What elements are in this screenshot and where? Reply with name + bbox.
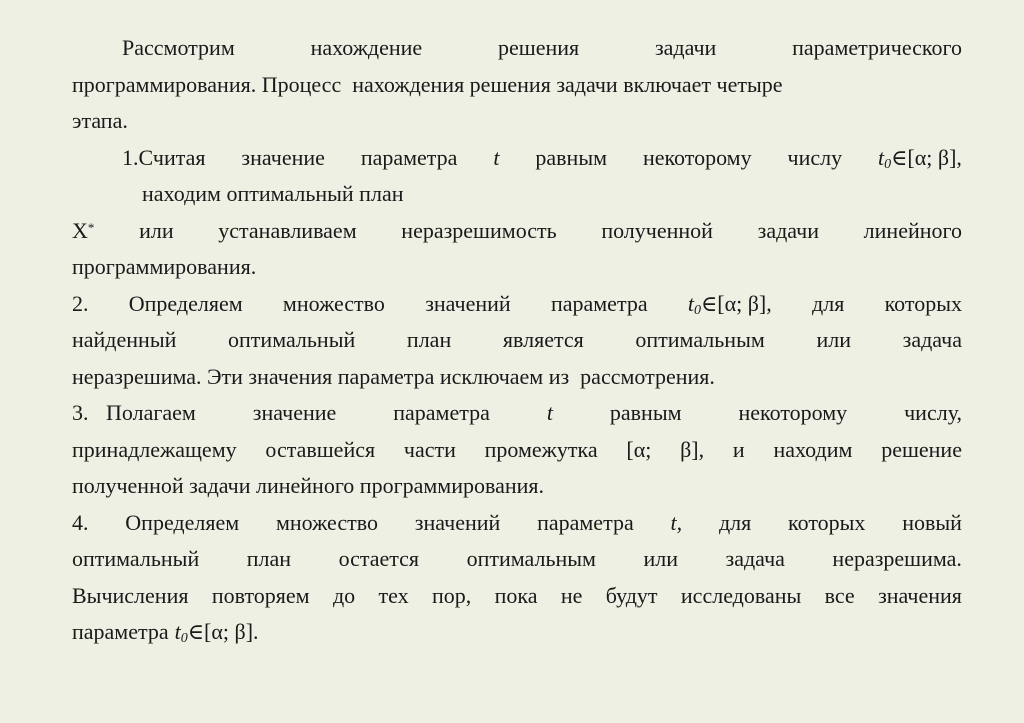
word: для [812,290,845,316]
param-t0: t [878,144,885,170]
intro-line-1 [72,30,962,67]
word: план [406,327,452,352]
word: задачи [654,35,717,60]
word: оставшейся [265,436,376,462]
word: новый [902,509,962,535]
word: задача [725,546,785,571]
word: которых [788,509,866,535]
list-number: 3. [72,400,89,425]
text-line: полученной задачи линейного программирования. [72,473,545,498]
word: задачи [757,217,819,243]
step1-line-2 [72,176,962,213]
step1-line-1 [72,140,962,177]
word: параметра [393,400,490,425]
step4-line-3 [72,578,962,615]
interval: ∈[α; β], [700,290,772,316]
word: [α; [626,436,652,462]
step3-line-2 [72,432,962,469]
list-number: 4. [72,509,89,535]
word: найденный [72,327,177,352]
word: неразрешима. [832,546,962,571]
word: или [816,327,851,352]
word: оптимальный [72,546,200,571]
x-star [72,213,94,250]
param-t0: t [174,619,181,644]
word: Определяем [128,290,243,316]
word: числу [787,144,843,170]
word: Вычисления [72,582,189,608]
word: параметра [537,509,634,535]
document-body [72,30,962,651]
word: промежутка [484,436,598,462]
word: множество [282,290,385,316]
word: параметра [550,290,648,316]
subscript [181,631,188,646]
text-line: программирования. Процесс нахождения решения задачи включает четыре [72,71,783,97]
t0-interval [688,286,772,323]
subscript [884,157,891,172]
word: значений [414,509,501,535]
step3-line-3 [72,468,962,505]
step1-line-4 [72,249,962,286]
list-number: 2. [72,290,89,316]
word: до [332,582,356,608]
word: остается [338,546,420,571]
word: все [824,582,855,608]
step4-line-4 [72,614,962,651]
star-superscript: * [87,219,95,235]
word: которых [884,290,962,316]
word: Считая [138,144,206,170]
intro-line-3 [72,103,962,140]
word: не [560,582,583,608]
word: исследованы [680,582,802,608]
t0-interval [175,614,259,651]
list-number: 1. [122,144,139,170]
subscript-zero: 0 [180,631,188,646]
step1-number-and-word [122,140,206,177]
text-line: этапа. [72,108,128,133]
word: Определяем [125,509,240,535]
word: параметрического [792,35,962,60]
word: задача [902,327,962,352]
word: и [732,436,745,462]
word: части [403,436,456,462]
step1-line-3 [72,213,962,250]
step2-line-2 [72,322,962,359]
word: множество [275,509,378,535]
param-t: t [546,400,553,425]
word: неразрешимость [401,217,557,243]
text-line: находим оптимальный план [142,181,404,206]
word: некоторому [642,144,752,170]
word: Рассмотрим [122,35,235,60]
step3-line-1 [72,395,962,432]
word: значение [252,400,337,425]
word: нахождение [310,35,423,60]
word: принадлежащему [72,436,237,462]
word: план [246,546,292,571]
subscript-zero: 0 [884,156,892,172]
word: пор, [431,582,472,608]
word: для [718,509,752,535]
word: оптимальным [635,327,765,352]
step4-line-2 [72,541,962,578]
interval: ∈[α; β], [891,144,962,170]
param-t: t [493,144,500,170]
word: равным [535,144,608,170]
x-symbol: X [72,217,88,243]
word: β], [680,436,705,462]
step2-line-1 [72,286,962,323]
text-line: неразрешима. Эти значения параметра исключаем из рассмотрения. [72,363,715,389]
word: параметра [360,144,458,170]
step2-line-3 [72,359,962,396]
interval: ∈[α; β]. [187,619,259,644]
word: устанавливаем [218,217,357,243]
word: линейного [863,217,962,243]
word: решение [881,436,962,462]
word: параметра [72,619,169,644]
step3-number-and-word [72,395,196,432]
word: оптимальным [466,546,596,571]
word: или [139,217,174,243]
step4-line-1 [72,505,962,542]
word: оптимальный [228,327,356,352]
intro-line-2 [72,67,962,104]
subscript [694,303,701,318]
param-t: t, [670,509,683,535]
word: решения [498,35,580,60]
word: значение [241,144,325,170]
text-line: программирования. [72,254,257,279]
word: Полагаем [106,400,196,425]
word: повторяем [211,582,310,608]
word: равным [609,400,682,425]
word: находим [773,436,853,462]
word: будут [605,582,658,608]
word: некоторому [738,400,848,425]
word: или [643,546,679,571]
word: значения [878,582,962,608]
word: числу, [904,400,962,425]
word: значений [425,290,511,316]
word: полученной [601,217,713,243]
word: тех [378,582,409,608]
word: пока [494,582,538,608]
t0-interval [878,140,962,177]
param-t0: t [687,290,694,316]
subscript-zero: 0 [693,302,701,318]
word: является [502,327,584,352]
